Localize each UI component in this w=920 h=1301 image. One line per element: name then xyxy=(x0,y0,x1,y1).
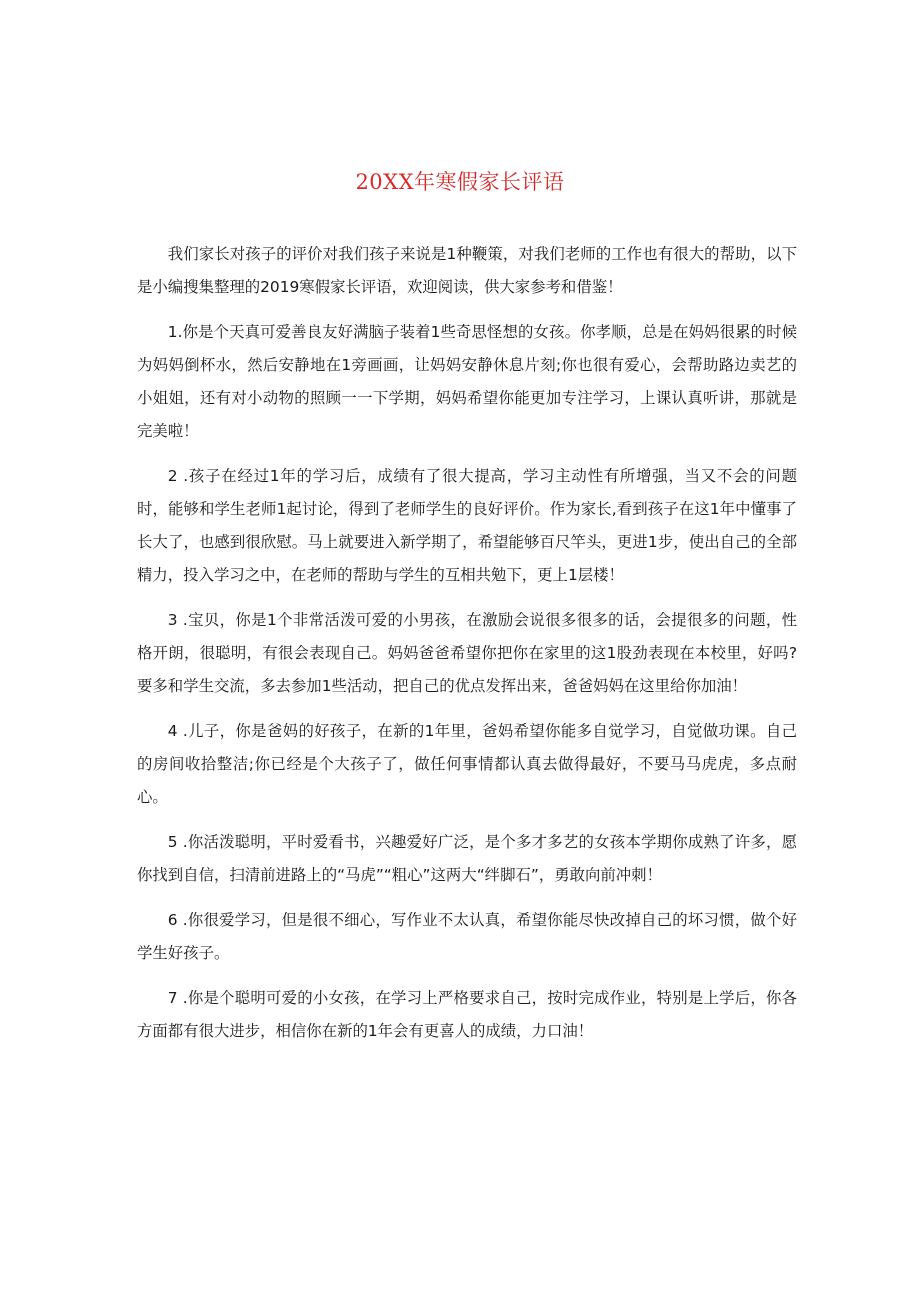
comment-paragraph-5: 5 .你活泼聪明，平时爱看书，兴趣爱好广泛，是个多才多艺的女孩本学期你成熟了许多，愿你找到自信，扫清前进路上的“马虎”“粗心”这两大“绊脚石”，勇敢向前冲刺！ xyxy=(137,833,797,884)
comment-paragraph-2: 2 .孩子在经过1年的学习后，成绩有了很大提高，学习主动性有所增强，当又不会的问题时，能够和学生老师1起讨论，得到了老师学生的良好评价。作为家长,看到孩子在这1年中懂事了长大了，也感到很欣慰。马上就要进入新学期了，希望能够百尺竿头，更进1步，使出自己的全部精力，投入学习之中，在老师的帮助与学生的互相共勉下，更上1层楼！ xyxy=(137,467,797,584)
document-title: 20XX年寒假家长评语 xyxy=(355,170,565,194)
comment-paragraph-7: 7 .你是个聪明可爱的小女孩，在学习上严格要求自己，按时完成作业，特别是上学后，你各方面都有很大进步，相信你在新的1年会有更喜人的成绩，力口油！ xyxy=(137,989,797,1040)
comment-paragraph-4: 4 .儿子，你是爸妈的好孩子，在新的1年里，爸妈希望你能多自觉学习，自觉做功课。自己的房间收拾整洁;你已经是个大孩子了，做任何事情都认真去做得最好，不要马马虎虎，多点耐心。 xyxy=(137,722,797,806)
comment-paragraph-6: 6 .你很爱学习，但是很不细心，写作业不太认真，希望你能尽快改掉自己的坏习惯，做个好学生好孩子。 xyxy=(137,911,797,962)
comment-paragraph-3: 3 .宝贝，你是1个非常活泼可爱的小男孩，在激励会说很多很多的话，会提很多的问题，性格开朗，很聪明，有很会表现自己。妈妈爸爸希望你把你在家里的这1股劲表现在本校里，好吗?要多和学生交流，多去参加1些活动，把自己的优点发挥出来，爸爸妈妈在这里给你加油！ xyxy=(137,611,797,695)
comment-paragraph-1: 1.你是个天真可爱善良友好满脑子装着1些奇思怪想的女孩。你孝顺，总是在妈妈很累的时候为妈妈倒杯水，然后安静地在1旁画画，让妈妈安静休息片刻;你也很有爱心，会帮助路边卖艺的小姐姐，还有对小动物的照顾一一下学期，妈妈希望你能更加专注学习，上课认真听讲，那就是完美啦！ xyxy=(137,323,797,440)
document-body xyxy=(137,238,797,1060)
intro-paragraph: 我们家长对孩子的评价对我们孩子来说是1种鞭策，对我们老师的工作也有很大的帮助，以下是小编搜集整理的2019寒假家长评语，欢迎阅读，供大家参考和借鉴！ xyxy=(137,245,797,296)
